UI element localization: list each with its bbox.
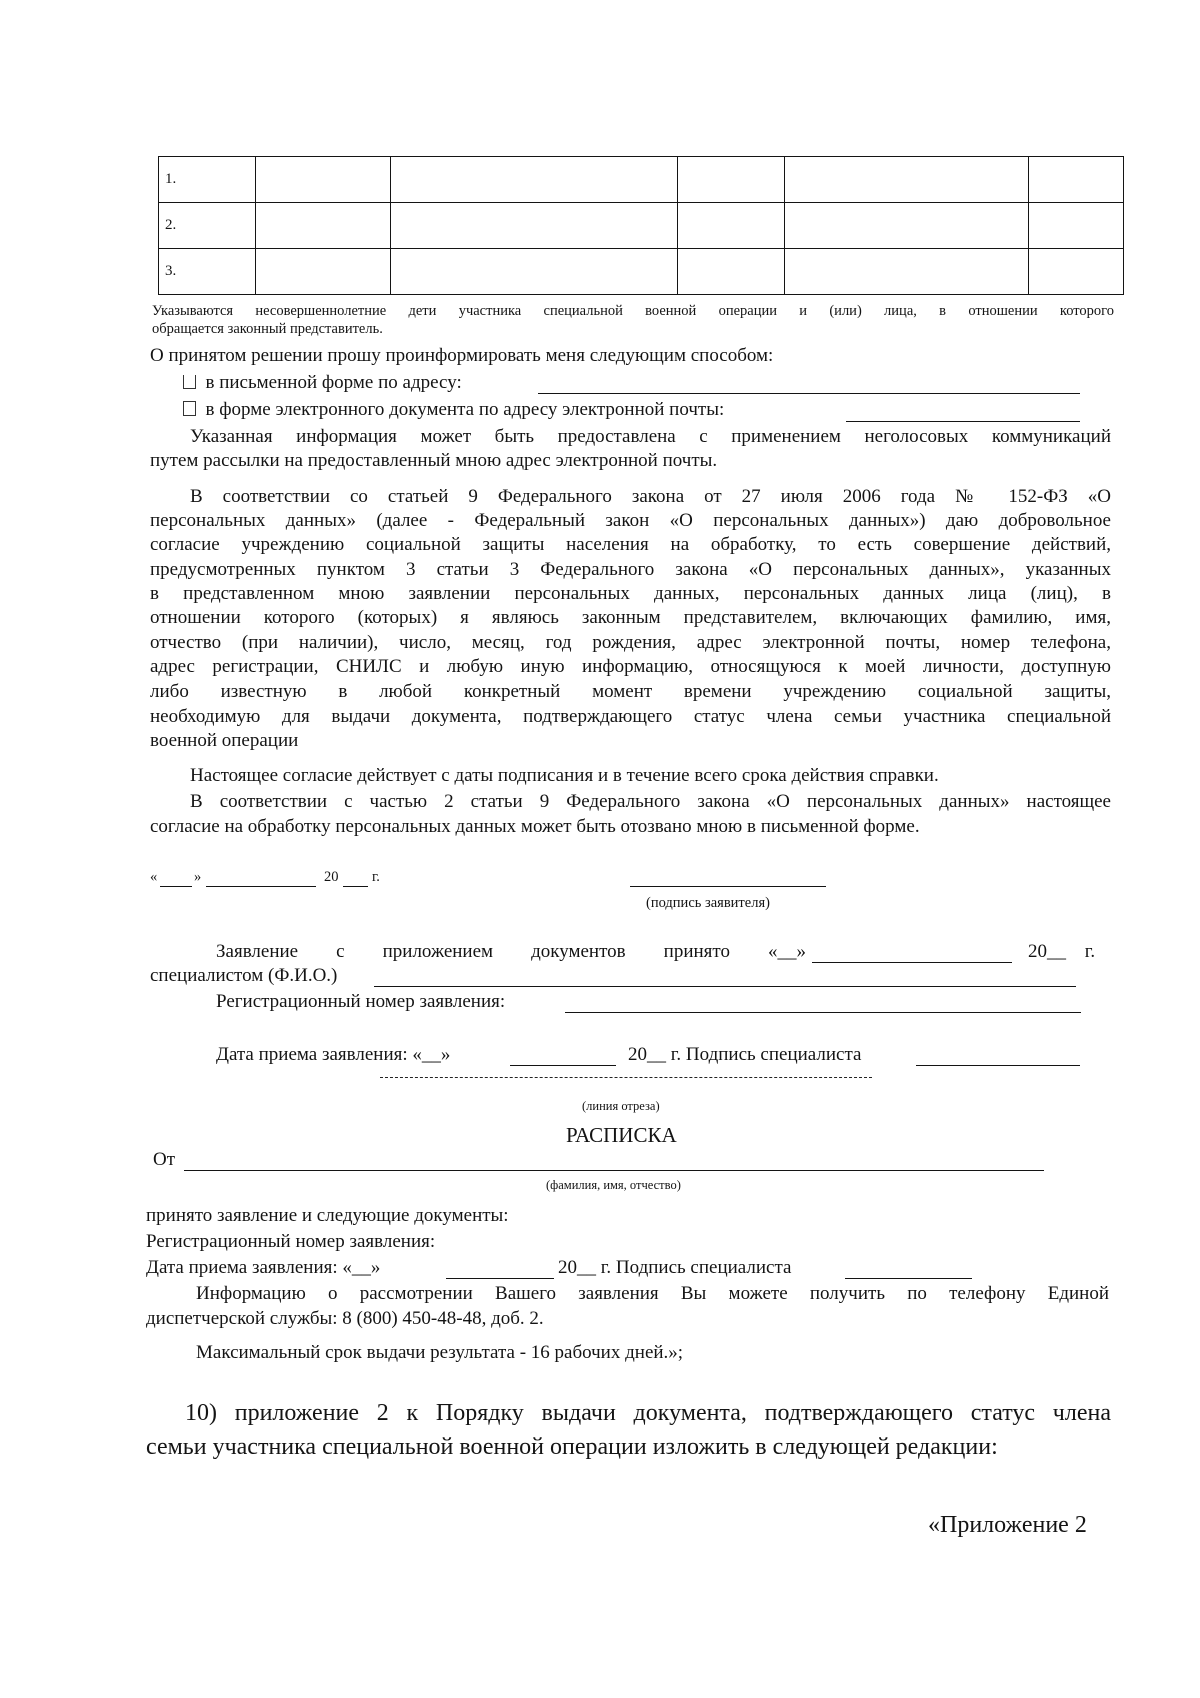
receipt-phone-line-2: диспетчерской службы: 8 (800) 450-48-48, доб. 2. [146, 1308, 544, 1329]
consent-line: персональных данных» (далее - Федеральный закон «О персональных данных») даю добровольное [150, 510, 1111, 531]
notify-option-postal-label: в письменной форме по адресу: [205, 372, 462, 393]
table-cell[interactable] [785, 157, 1029, 203]
receipt-from-label: От [153, 1149, 176, 1170]
acceptance-line-1 [216, 940, 806, 963]
amendment-line-2: семьи участника специальной военной операции изложить в следующей редакции: [146, 1434, 998, 1460]
reg-number-field[interactable] [565, 1012, 1081, 1013]
word: «__» [767, 941, 806, 962]
consent-line: отчество (при наличии), число, месяц, год рождения, адрес электронной почты, номер телефона, [150, 632, 1111, 653]
receipt-signature-field[interactable] [845, 1278, 972, 1279]
year-field[interactable] [343, 886, 368, 887]
word: приложением [382, 941, 494, 962]
specialist-name-field[interactable] [374, 986, 1076, 987]
receipt-name-field[interactable] [184, 1170, 1044, 1171]
notify-intro: О принятом решении прошу проинформировать меня следующим способом: [150, 345, 774, 366]
table-row [159, 203, 1124, 249]
table-cell[interactable] [785, 249, 1029, 295]
acceptance-month-field[interactable] [812, 962, 1012, 963]
word: принято [663, 941, 730, 962]
table-row [159, 157, 1124, 203]
table-cell[interactable] [1029, 157, 1124, 203]
acceptance-date-month-field[interactable] [510, 1065, 616, 1066]
receipt-max-term: Максимальный срок выдачи результата - 16 рабочих дней.»; [196, 1342, 684, 1363]
date-close-quote: » [194, 869, 202, 885]
consent-line: либо известную в любой конкретный момент времени учреждению социальной защиты, [150, 681, 1111, 702]
year-suffix: г. [372, 869, 380, 885]
info-line-2: путем рассылки на предоставленный мною адрес электронной почты. [150, 450, 718, 471]
month-field[interactable] [206, 886, 316, 887]
consent-line: отношении которого (которых) я являюсь законным представителем, включающих фамилию, имя, [150, 607, 1111, 628]
footnote-line-2: обращается законный представитель. [152, 321, 383, 337]
table-cell[interactable] [785, 203, 1029, 249]
table-cell[interactable] [390, 157, 678, 203]
table-row [159, 249, 1124, 295]
table-cell[interactable] [1029, 249, 1124, 295]
row-number: 2. [159, 203, 256, 249]
notify-option-postal[interactable] [183, 371, 462, 394]
table-cell[interactable] [678, 157, 785, 203]
cut-line-caption: (линия отреза) [582, 1099, 660, 1113]
cut-line [380, 1077, 872, 1078]
validity-text: Настоящее согласие действует с даты подписания и в течение всего срока действия справки. [190, 765, 939, 786]
day-field[interactable] [160, 886, 192, 887]
reg-number-label: Регистрационный номер заявления: [216, 991, 506, 1012]
consent-line: предусмотренных пунктом 3 статьи 3 Федерального закона «О персональных данных», указанных [150, 559, 1111, 580]
acceptance-date-year: 20__ г. Подпись специалиста [628, 1044, 862, 1065]
receipt-phone-line-1: Информацию о рассмотрении Вашего заявления Вы можете получить по телефону Единой [196, 1283, 1109, 1304]
consent-line: согласие учреждению социальной защиты населения на обработку, то есть совершение действий, [150, 534, 1111, 555]
children-table [158, 156, 1124, 295]
consent-line: адрес регистрации, СНИЛС и любую иную информацию, относящуюся к моей личности, доступную [150, 656, 1111, 677]
date-open-quote: « [150, 869, 158, 885]
signature-caption: (подпись заявителя) [646, 895, 770, 911]
table-cell[interactable] [678, 203, 785, 249]
specialist-label: специалистом (Ф.И.О.) [150, 965, 338, 986]
specialist-signature-field[interactable] [916, 1065, 1080, 1066]
checkbox-email[interactable] [183, 401, 196, 416]
table-cell[interactable] [1029, 203, 1124, 249]
receipt-name-caption: (фамилия, имя, отчество) [546, 1178, 681, 1192]
word: документов [531, 941, 626, 962]
acceptance-date-label: Дата приема заявления: «__» [216, 1044, 451, 1065]
receipt-title: РАСПИСКА [566, 1123, 677, 1147]
table-cell[interactable] [678, 249, 785, 295]
appendix-label: «Приложение 2 [928, 1512, 1087, 1538]
word: с [336, 941, 345, 962]
table-cell[interactable] [255, 203, 390, 249]
consent-line: в представленном мною заявлении персональных данных, персональных данных лица (лиц), в [150, 583, 1111, 604]
receipt-accepted: принято заявление и следующие документы: [146, 1205, 509, 1226]
notify-option-email-label: в форме электронного документа по адресу электронной почты: [205, 399, 725, 420]
notify-option-email[interactable] [183, 398, 724, 421]
email-address-field[interactable] [846, 421, 1080, 422]
checkbox-postal[interactable] [183, 375, 196, 389]
row-number: 1. [159, 157, 256, 203]
footnote-line-1: Указываются несовершеннолетние дети участника специальной военной операции и (или) лица, в отношении которого [152, 303, 1114, 319]
revoke-line-1: В соответствии с частью 2 статьи 9 Федерального закона «О персональных данных» настоящее [190, 791, 1111, 812]
amendment-line-1: 10) приложение 2 к Порядку выдачи документа, подтверждающего статус члена [185, 1400, 1111, 1426]
receipt-date-label: Дата приема заявления: «__» [146, 1257, 381, 1278]
revoke-line-2: согласие на обработку персональных данных может быть отозвано мною в письменной форме. [150, 816, 920, 837]
table-cell[interactable] [255, 249, 390, 295]
table-cell[interactable] [390, 249, 678, 295]
table-cell[interactable] [390, 203, 678, 249]
receipt-date-year: 20__ г. Подпись специалиста [558, 1257, 792, 1278]
info-line-1: Указанная информация может быть предоставлена с применением неголосовых коммуникаций [190, 426, 1111, 447]
receipt-reg-number: Регистрационный номер заявления: [146, 1231, 436, 1252]
acceptance-year: 20__ г. [1028, 941, 1096, 962]
table-cell[interactable] [255, 157, 390, 203]
consent-line: необходимую для выдачи документа, подтверждающего статус члена семьи участника специальной [150, 706, 1111, 727]
year-prefix: 20 [324, 869, 339, 885]
applicant-signature-field[interactable] [630, 886, 826, 887]
receipt-date-month-field[interactable] [446, 1278, 554, 1279]
consent-line: В соответствии со статьей 9 Федерального закона от 27 июля 2006 года № 152-ФЗ «О [190, 486, 1111, 507]
postal-address-field[interactable] [538, 393, 1080, 394]
word: Заявление [216, 941, 299, 962]
consent-line: военной операции [150, 730, 299, 751]
row-number: 3. [159, 249, 256, 295]
